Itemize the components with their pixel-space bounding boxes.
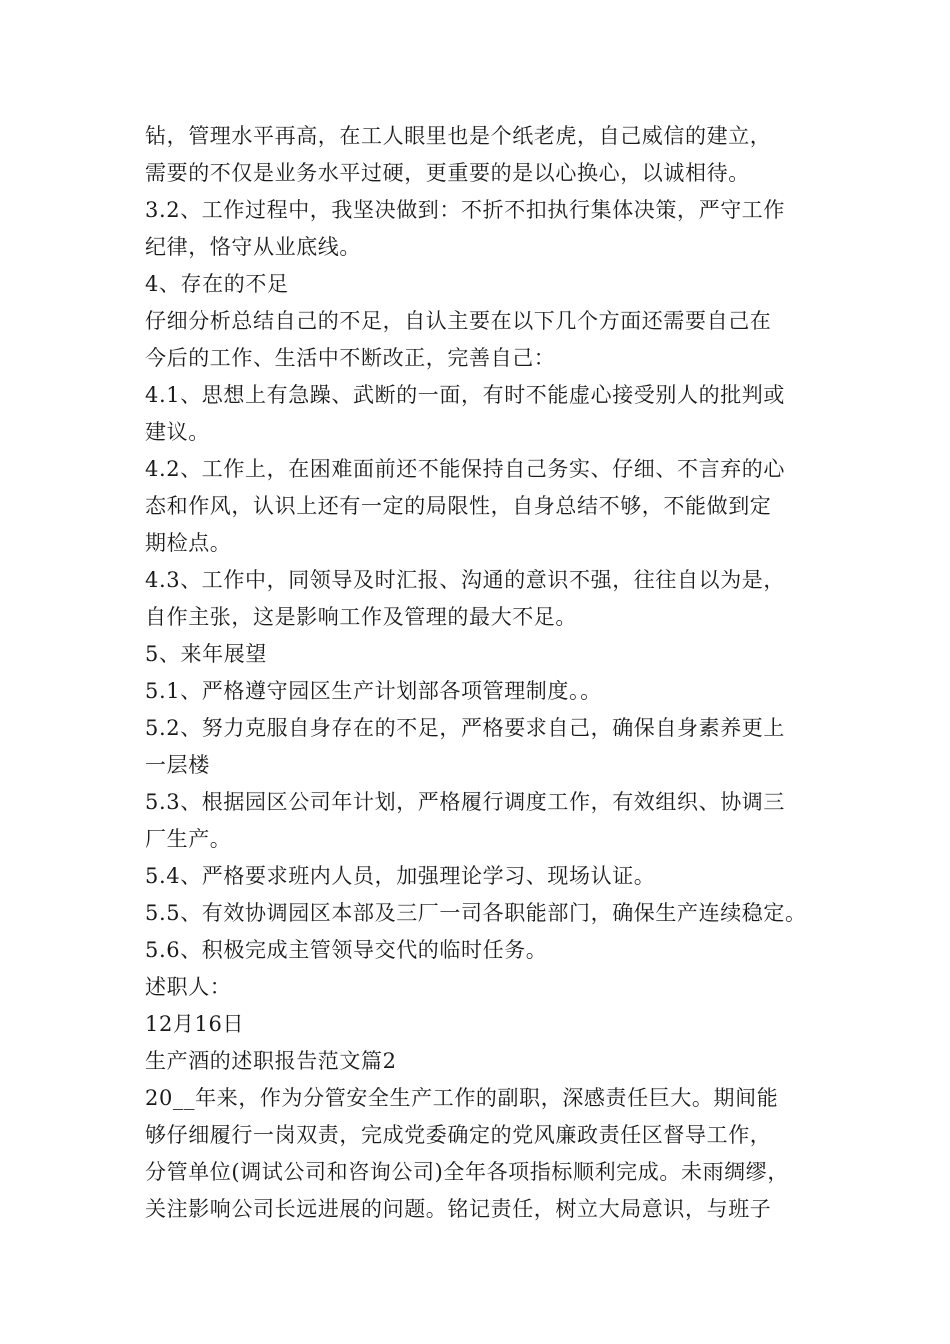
section-heading: 5、来年展望 bbox=[145, 642, 267, 666]
article-title: 生产酒的述职报告范文篇2 bbox=[145, 1049, 397, 1073]
date-line: 12月16日 bbox=[145, 1012, 245, 1036]
text-line: 5.5、有效协调园区本部及三厂一司各职能部门，确保生产连续稳定。 bbox=[145, 901, 807, 925]
text-line: 够仔细履行一岗双责，完成党委确定的党风廉政责任区督导工作， bbox=[145, 1123, 772, 1147]
text-line: 期检点。 bbox=[145, 531, 232, 555]
text-line: 5.2、努力克服自身存在的不足，严格要求自己，确保自身素养更上 bbox=[145, 716, 785, 740]
text-line: 需要的不仅是业务水平过硬，更重要的是以心换心，以诚相待。 bbox=[145, 161, 750, 185]
signature-label: 述职人： bbox=[145, 975, 232, 999]
text-line: 3.2、工作过程中，我坚决做到：不折不扣执行集体决策，严守工作 bbox=[145, 198, 785, 222]
text-line: 4.1、思想上有急躁、武断的一面，有时不能虚心接受别人的批判或 bbox=[145, 383, 785, 407]
text-line: 钻，管理水平再高，在工人眼里也是个纸老虎，自己威信的建立， bbox=[145, 124, 772, 148]
section-heading: 4、存在的不足 bbox=[145, 272, 289, 296]
text-line: 仔细分析总结自己的不足，自认主要在以下几个方面还需要自己在 bbox=[145, 309, 772, 333]
text-line: 4.3、工作中，同领导及时汇报、沟通的意识不强，往往自以为是， bbox=[145, 568, 785, 592]
text-line: 厂生产。 bbox=[145, 827, 232, 851]
text-line: 4.2、工作上，在困难面前还不能保持自己务实、仔细、不言弃的心 bbox=[145, 457, 785, 481]
text-line: 自作主张，这是影响工作及管理的最大不足。 bbox=[145, 605, 577, 629]
text-line: 纪律，恪守从业底线。 bbox=[145, 235, 361, 259]
text-line: 5.4、严格要求班内人员，加强理论学习、现场认证。 bbox=[145, 864, 656, 888]
text-line: 今后的工作、生活中不断改正，完善自己： bbox=[145, 346, 556, 370]
text-line: 5.1、严格遵守园区生产计划部各项管理制度。。 bbox=[145, 679, 602, 703]
text-line: 一层楼 bbox=[145, 753, 210, 777]
document-body bbox=[145, 118, 825, 1228]
text-line: 关注影响公司长远进展的问题。铭记责任，树立大局意识，与班子 bbox=[145, 1197, 772, 1221]
text-line: 20__年来，作为分管安全生产工作的副职，深感责任巨大。期间能 bbox=[145, 1086, 779, 1110]
text-line: 5.3、根据园区公司年计划，严格履行调度工作，有效组织、协调三 bbox=[145, 790, 785, 814]
text-line: 建议。 bbox=[145, 420, 210, 444]
text-line: 分管单位(调试公司和咨询公司)全年各项指标顺利完成。未雨绸缪， bbox=[145, 1160, 789, 1184]
text-line: 态和作风，认识上还有一定的局限性，自身总结不够，不能做到定 bbox=[145, 494, 772, 518]
text-line: 5.6、积极完成主管领导交代的临时任务。 bbox=[145, 938, 548, 962]
